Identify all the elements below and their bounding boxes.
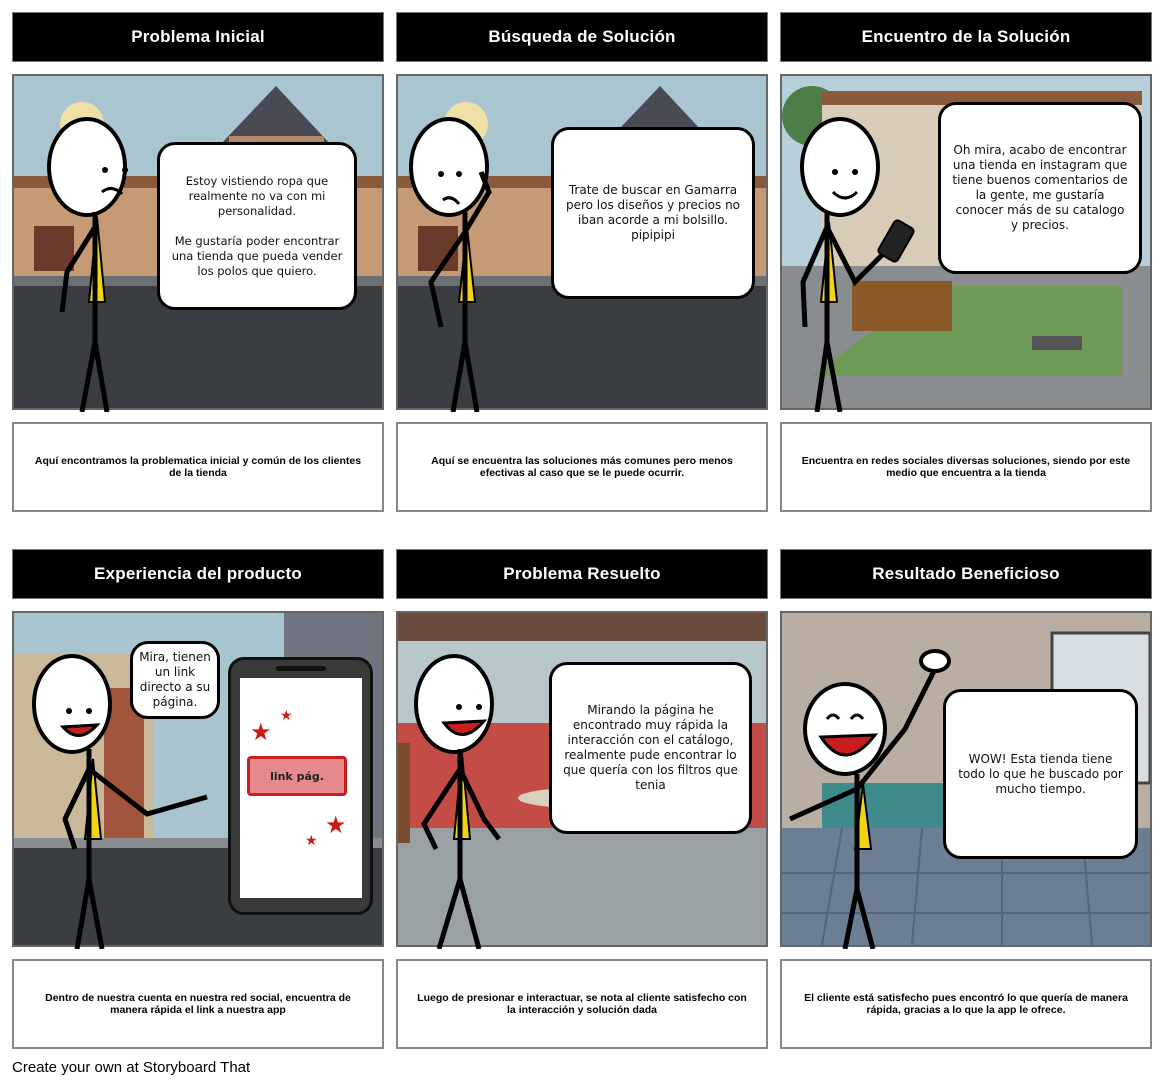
star-icon: ★ — [305, 833, 318, 849]
speech-bubble: Trate de buscar en Gamarra pero los diseños y precios no iban acorde a mi bolsillo. pipipipi — [551, 127, 755, 299]
speech-bubble: WOW! Esta tienda tiene todo lo que he buscado por mucho tiempo. — [943, 689, 1138, 859]
panel-caption: Luego de presionar e interactuar, se nota al cliente satisfecho con la interacción y solución dada — [396, 959, 768, 1049]
footer-credit[interactable]: Create your own at Storyboard That — [12, 1059, 251, 1076]
panel-title: Problema Resuelto — [396, 549, 768, 599]
stick-figure-with-phone — [785, 112, 925, 412]
stick-figure-celebrating — [785, 649, 965, 949]
star-icon: ★ — [280, 708, 293, 724]
panel-caption: Aquí encontramos la problematica inicial y común de los clientes de la tienda — [12, 422, 384, 512]
panel-title: Experiencia del producto — [12, 549, 384, 599]
stick-figure-smiling — [404, 649, 534, 949]
stick-figure-worried — [27, 112, 137, 412]
speech-bubble: Oh mira, acabo de encontrar una tienda en instagram que tiene buenos comentarios de la gente, me gustaría conocer más de su catalogo y precios. — [938, 102, 1142, 274]
panel-caption: El cliente está satisfecho pues encontró lo que quería de manera rápida, gracias a lo que la app le ofrece. — [780, 959, 1152, 1049]
speech-bubble: Mirando la página he encontrado muy rápida la interacción con el catálogo, realmente pude encontrar lo que quería con los filtros que tenia — [549, 662, 752, 834]
panel-title: Problema Inicial — [12, 12, 384, 62]
phone-screen — [240, 678, 362, 898]
panel-caption: Dentro de nuestra cuenta en nuestra red social, encuentra de manera rápida el link a nuestra app — [12, 959, 384, 1049]
phone-speaker — [276, 666, 326, 671]
panel-title: Búsqueda de Solución — [396, 12, 768, 62]
star-icon: ★ — [250, 718, 272, 746]
panel-title: Resultado Beneficioso — [780, 549, 1152, 599]
speech-bubble: Mira, tienen un link directo a su página. — [130, 641, 220, 719]
stick-figure-thinking — [401, 112, 511, 412]
link-page-button[interactable]: link pág. — [247, 756, 347, 796]
panel-caption: Encuentra en redes sociales diversas soluciones, siendo por este medio que encuentra a la tienda — [780, 422, 1152, 512]
panel-caption: Aquí se encuentra las soluciones más comunes pero menos efectivas al caso que se le puede ocurrir. — [396, 422, 768, 512]
star-icon: ★ — [325, 811, 347, 839]
speech-bubble: Estoy vistiendo ropa que realmente no va con mi personalidad. Me gustaría poder encontrar una tienda que pueda vender los polos que quiero. — [157, 142, 357, 310]
panel-title: Encuentro de la Solución — [780, 12, 1152, 62]
phone-mockup — [228, 657, 373, 915]
